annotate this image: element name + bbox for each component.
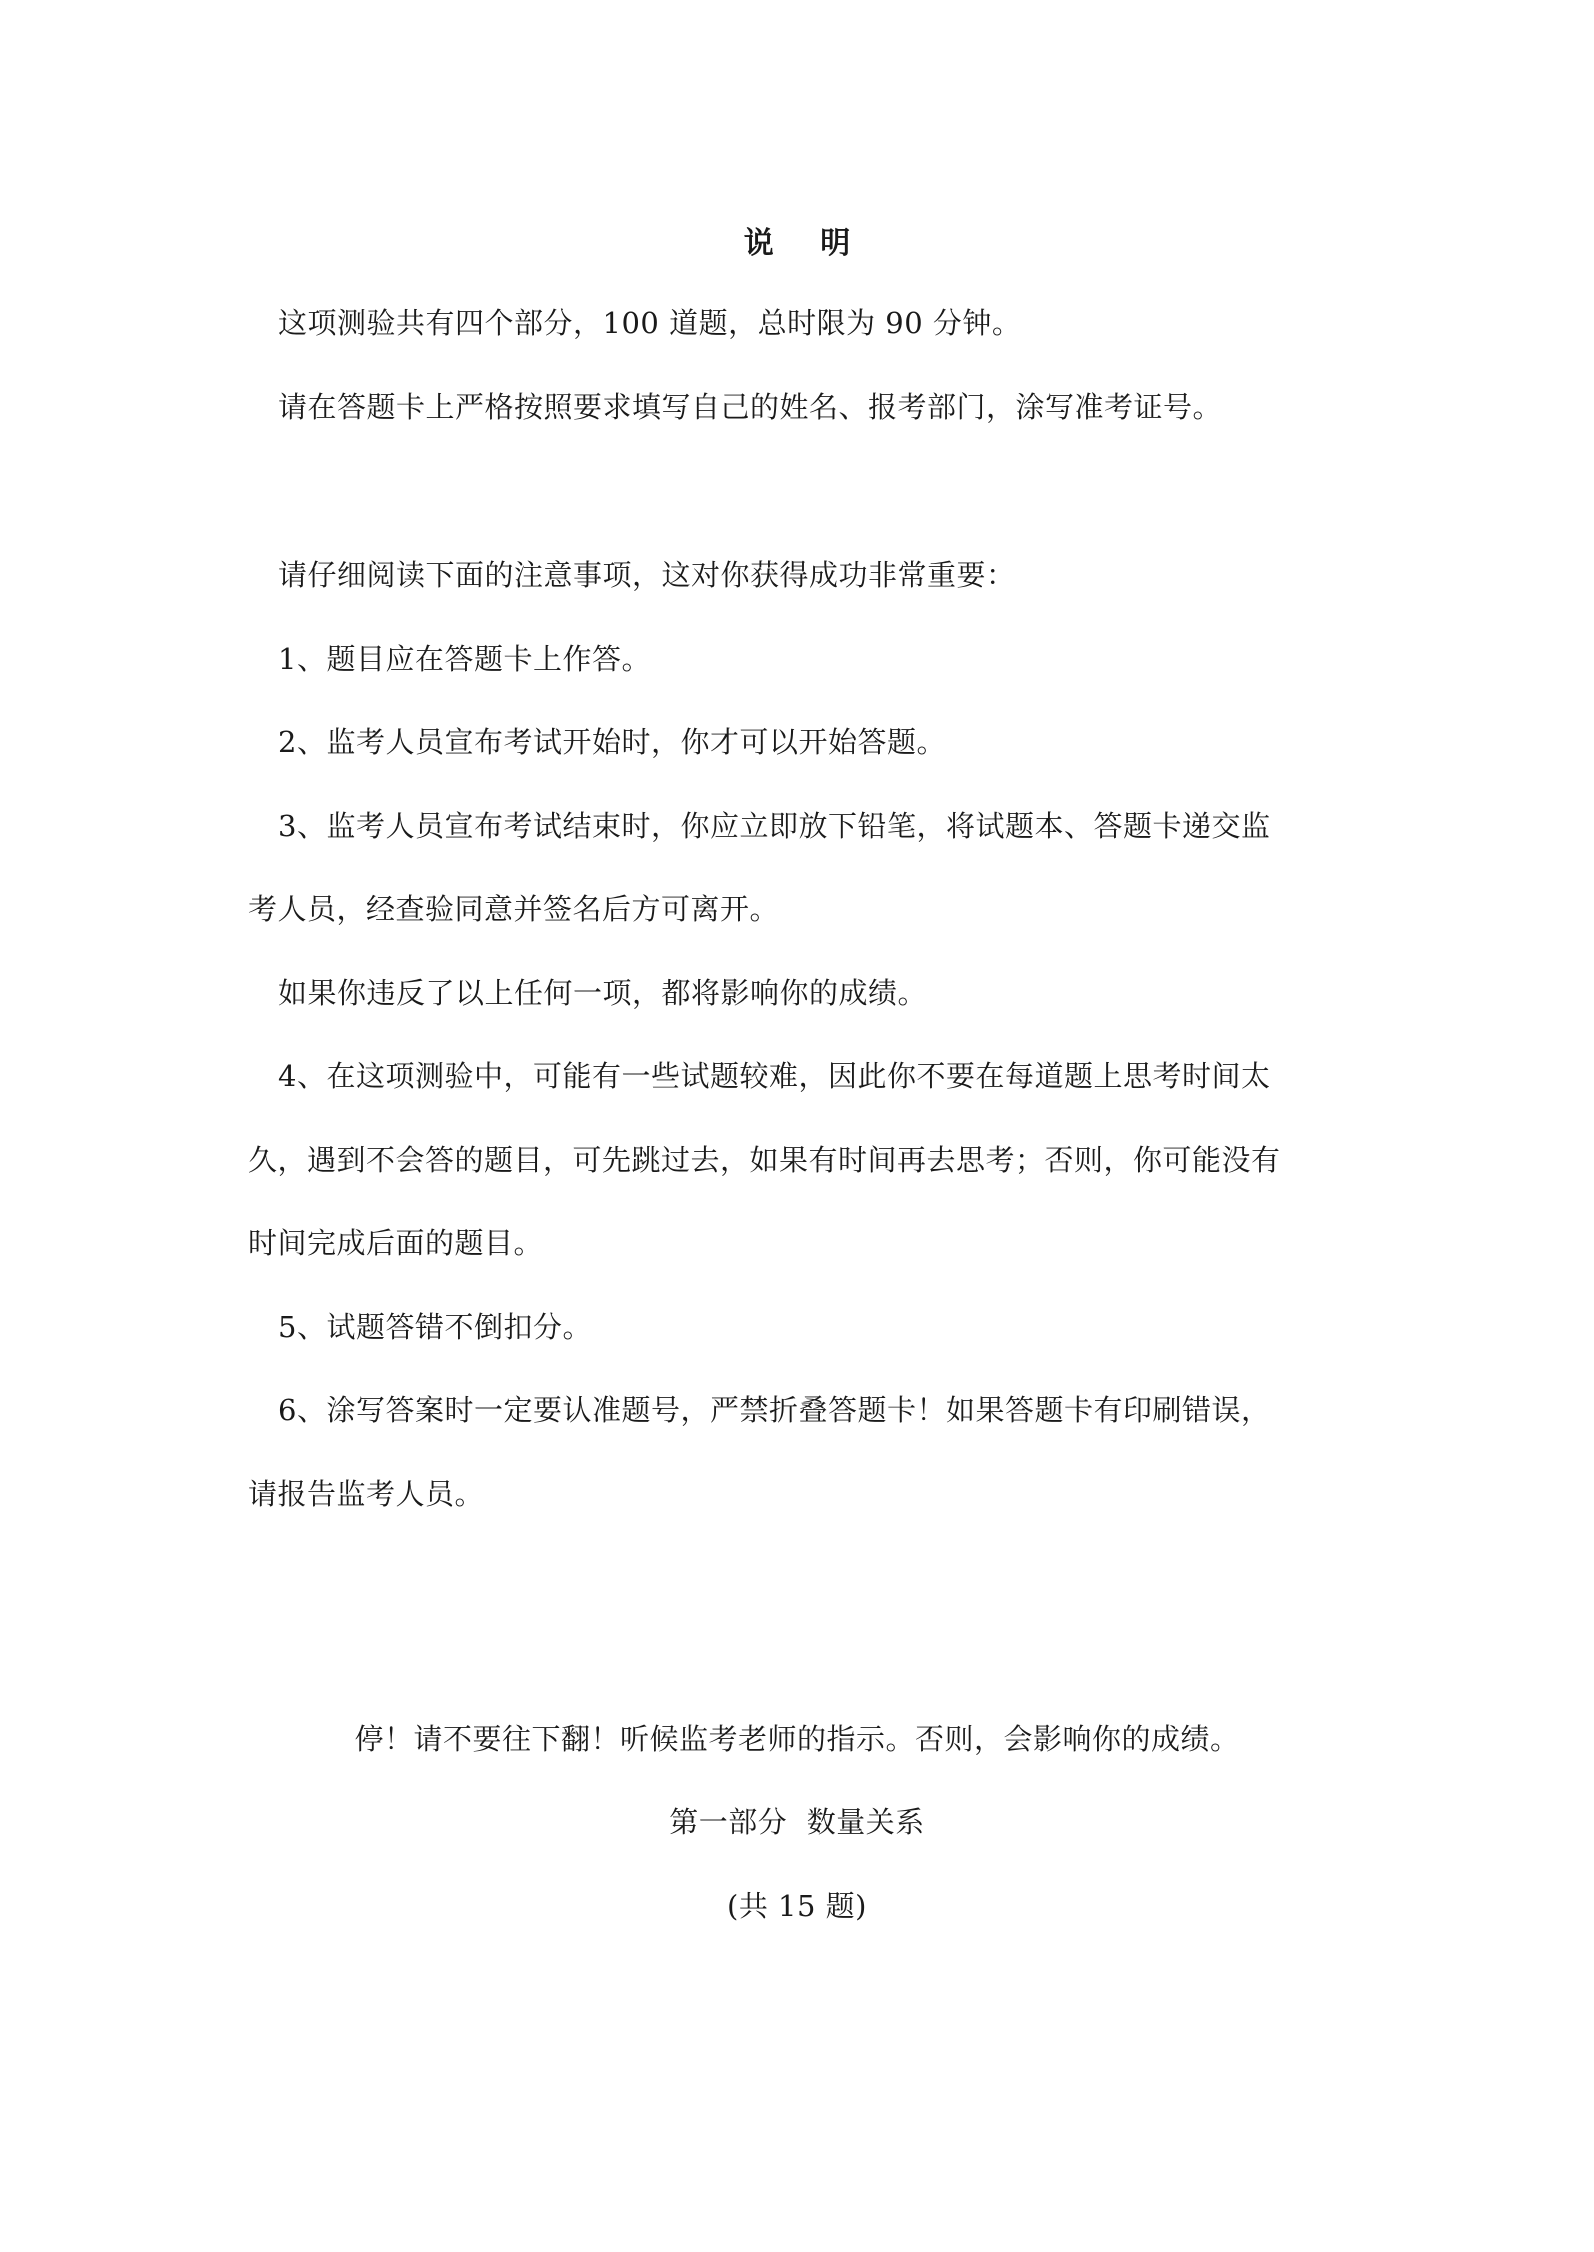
instruction-item-4-line-3: 时间完成后面的题目。 [248,1226,544,1260]
instruction-item-4-line-1: 4、在这项测验中，可能有一些试题较难，因此你不要在每道题上思考时间太 [278,1059,1271,1093]
instruction-item-1: 1、题目应在答题卡上作答。 [278,642,651,676]
instruction-item-5: 5、试题答错不倒扣分。 [278,1310,592,1344]
page-title: 说 明 [743,226,869,261]
instruction-item-3-line-1: 3、监考人员宣布考试结束时，你应立即放下铅笔，将试题本、答题卡递交监 [278,809,1271,843]
stop-notice: 停！请不要往下翻！听候监考老师的指示。否则，会影响你的成绩。 [354,1722,1240,1756]
intro-line-1: 这项测验共有四个部分，100 道题，总时限为 90 分钟。 [278,306,1022,340]
section-title: 第一部分 数量关系 [669,1805,925,1839]
section-question-count: (共 15 题) [727,1889,867,1923]
instruction-item-6-line-2: 请报告监考人员。 [248,1477,485,1511]
notice-lead: 请仔细阅读下面的注意事项，这对你获得成功非常重要： [278,558,1016,592]
warning-text: 如果你违反了以上任何一项，都将影响你的成绩。 [278,976,928,1010]
instruction-item-6-line-1: 6、涂写答案时一定要认准题号，严禁折叠答题卡！如果答题卡有印刷错误， [278,1393,1271,1427]
instruction-item-3-line-2: 考人员，经查验同意并签名后方可离开。 [248,892,780,926]
intro-line-2: 请在答题卡上严格按照要求填写自己的姓名、报考部门，涂写准考证号。 [278,390,1223,424]
instruction-item-4-line-2: 久，遇到不会答的题目，可先跳过去，如果有时间再去思考；否则，你可能没有 [248,1143,1281,1177]
instruction-item-2: 2、监考人员宣布考试开始时，你才可以开始答题。 [278,725,946,759]
